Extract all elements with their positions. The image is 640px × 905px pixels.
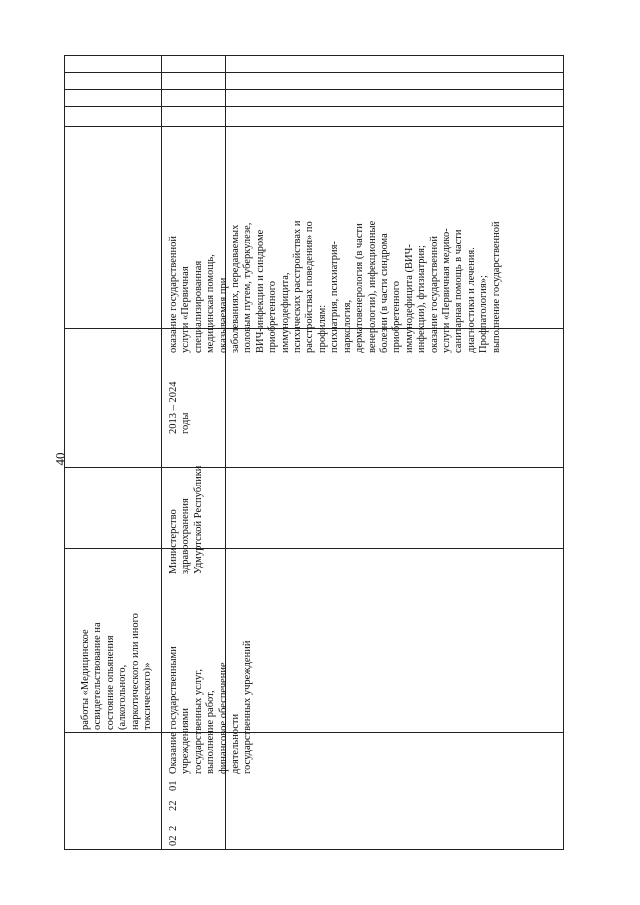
cell-gp: 02: [168, 835, 179, 846]
column-divider: [65, 89, 563, 90]
program-table: [64, 55, 564, 850]
column-divider: [65, 467, 563, 468]
column-divider: [65, 72, 563, 73]
cell-results-row2: оказание государственной услуги «Первичная специализированная медицинская помощь, оказываемая при заболеваниях, передаваемых половым путем, туберкулезе, ВИЧ-инфекции и синдроме приобретенного иммунодефицита, психических расстройствах и расстройствах поведения» по профилям: психиатрия, психиатрия- наркология, дерматовенерология (в части венерологии), инфекционные болезни (в части синдрома приобретенного иммунодефицита (ВИЧ- инфекции), фтизиатрия; оказание государственной услуги «Первичная медико- санитарная помощь в части диагностики и лечения. Профпатология»; выполнение государственной: [168, 220, 502, 353]
column-divider: [65, 732, 563, 733]
cell-code: 01: [168, 780, 179, 791]
cell-results-row1: работы «Медицинское освидетельствование на состояние опьянения (алкогольного, наркотического или иного токсического)»: [80, 613, 154, 730]
cell-event-name: Оказание государственными учреждениями государственных услуг, выполнение работ, финансовое обеспечение деятельности государственных учреждений: [168, 640, 254, 774]
page-number: 40: [52, 452, 68, 466]
column-divider: [65, 126, 563, 127]
row-divider: [161, 56, 162, 849]
cell-pgp: 2: [168, 825, 179, 831]
cell-period: 2013 – 2024 годы: [168, 381, 192, 434]
column-divider: [65, 548, 563, 549]
cell-om: 22: [168, 800, 179, 811]
cell-executor: Министерство здравоохранения Удмуртской Республики: [168, 465, 204, 574]
column-divider: [65, 106, 563, 107]
